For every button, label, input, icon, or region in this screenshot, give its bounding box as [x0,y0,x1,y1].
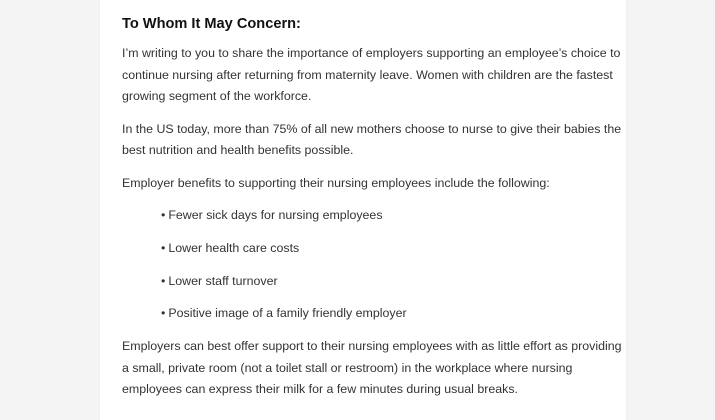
list-item-text: Fewer sick days for nursing employees [168,208,383,222]
list-item [161,238,622,260]
paragraph-intro: I’m writing to you to share the importance of employers supporting an employee’s choice to continue nursing after returning from maternity leave. Women with children are the fastest growing segment of the workforce. [122,46,621,103]
list-item [161,303,622,325]
salutation: To Whom It May Concern: [122,16,301,32]
bullet-icon: • [161,240,166,255]
bullet-icon: • [161,306,166,321]
paragraph-statistics: In the US today, more than 75% of all new mothers choose to nurse to give their babies the best nutrition and health benefits possible. [122,121,622,157]
list-item-text: Lower staff turnover [168,273,278,288]
benefits-list [122,205,622,325]
list-item-text: Lower health care costs [168,240,300,255]
letter-body [122,14,622,412]
bullet-icon: • [161,273,166,288]
paragraph-closing: Employers can best offer support to their nursing employees with as little effort as providing a small, private room (not a toilet stall or restroom) in the workplace where nursing employees can express their milk for a few minutes during usual breaks. [122,339,622,397]
list-item [161,271,622,293]
list-item [161,205,622,227]
bullet-icon: • [161,208,166,222]
list-item-text: Positive image of a family friendly employer [168,306,407,321]
paragraph-benefits-intro: Employer benefits to supporting their nursing employees include the following: [122,175,550,190]
document-page [100,0,626,420]
